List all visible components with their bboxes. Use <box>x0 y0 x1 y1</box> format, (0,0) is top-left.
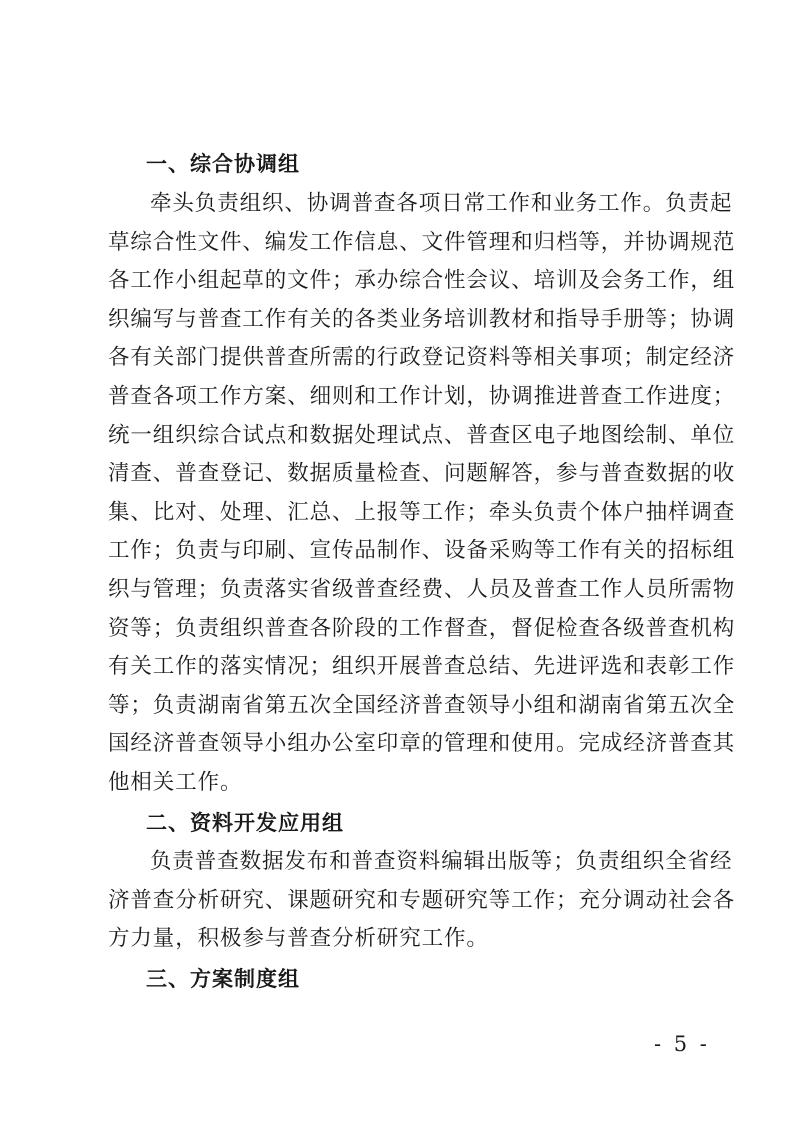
paragraph-line: 国经济普查领导小组办公室印章的管理和使用。完成经济普查其 <box>108 731 736 757</box>
paragraph-line: 负责普查数据发布和普查资料编辑出版等；负责组织全省经 <box>150 849 733 874</box>
paragraph-line: 工作；负责与印刷、宣传品制作、设备采购等工作有关的招标组 <box>108 538 736 564</box>
paragraph-line: 他相关工作。 <box>108 769 243 795</box>
section-heading-3: 三、方案制度组 <box>146 967 300 991</box>
section-heading-1: 一、综合协调组 <box>146 152 300 176</box>
page-number: - 5 - <box>654 1032 710 1056</box>
paragraph-line: 清查、普查登记、数据质量检查、问题解答，参与普查数据的收 <box>108 461 736 487</box>
section-body-1 <box>108 185 736 803</box>
paragraph-line: 有关工作的落实情况；组织开展普查总结、先进评选和表彰工作 <box>108 654 736 680</box>
paragraph-line: 济普查分析研究、课题研究和专题研究等工作；充分调动社会各 <box>108 887 736 913</box>
paragraph-line: 织与管理；负责落实省级普查经费、人员及普查工作人员所需物 <box>108 576 736 602</box>
paragraph-line: 资等；负责组织普查各阶段的工作督查，督促检查各级普查机构 <box>108 615 736 641</box>
paragraph-line: 普查各项工作方案、细则和工作计划，协调推进普查工作进度； <box>108 383 736 409</box>
paragraph-line: 草综合性文件、编发工作信息、文件管理和归档等，并协调规范 <box>108 229 736 255</box>
paragraph-line: 牵头负责组织、协调普查各项日常工作和业务工作。负责起 <box>150 191 733 216</box>
paragraph-line: 集、比对、处理、汇总、上报等工作；牵头负责个体户抽样调查 <box>108 499 736 525</box>
paragraph-line: 统一组织综合试点和数据处理试点、普查区电子地图绘制、单位 <box>108 422 736 448</box>
section-body-2 <box>108 843 736 959</box>
paragraph-line: 等；负责湖南省第五次全国经济普查领导小组和湖南省第五次全 <box>108 692 736 718</box>
paragraph-line: 各工作小组起草的文件；承办综合性会议、培训及会务工作，组 <box>108 268 736 294</box>
paragraph-line: 方力量，积极参与普查分析研究工作。 <box>108 926 489 952</box>
section-heading-2: 二、资料开发应用组 <box>146 811 344 835</box>
paragraph-line: 织编写与普查工作有关的各类业务培训教材和指导手册等；协调 <box>108 306 736 332</box>
paragraph-line: 各有关部门提供普查所需的行政登记资料等相关事项；制定经济 <box>108 345 736 371</box>
